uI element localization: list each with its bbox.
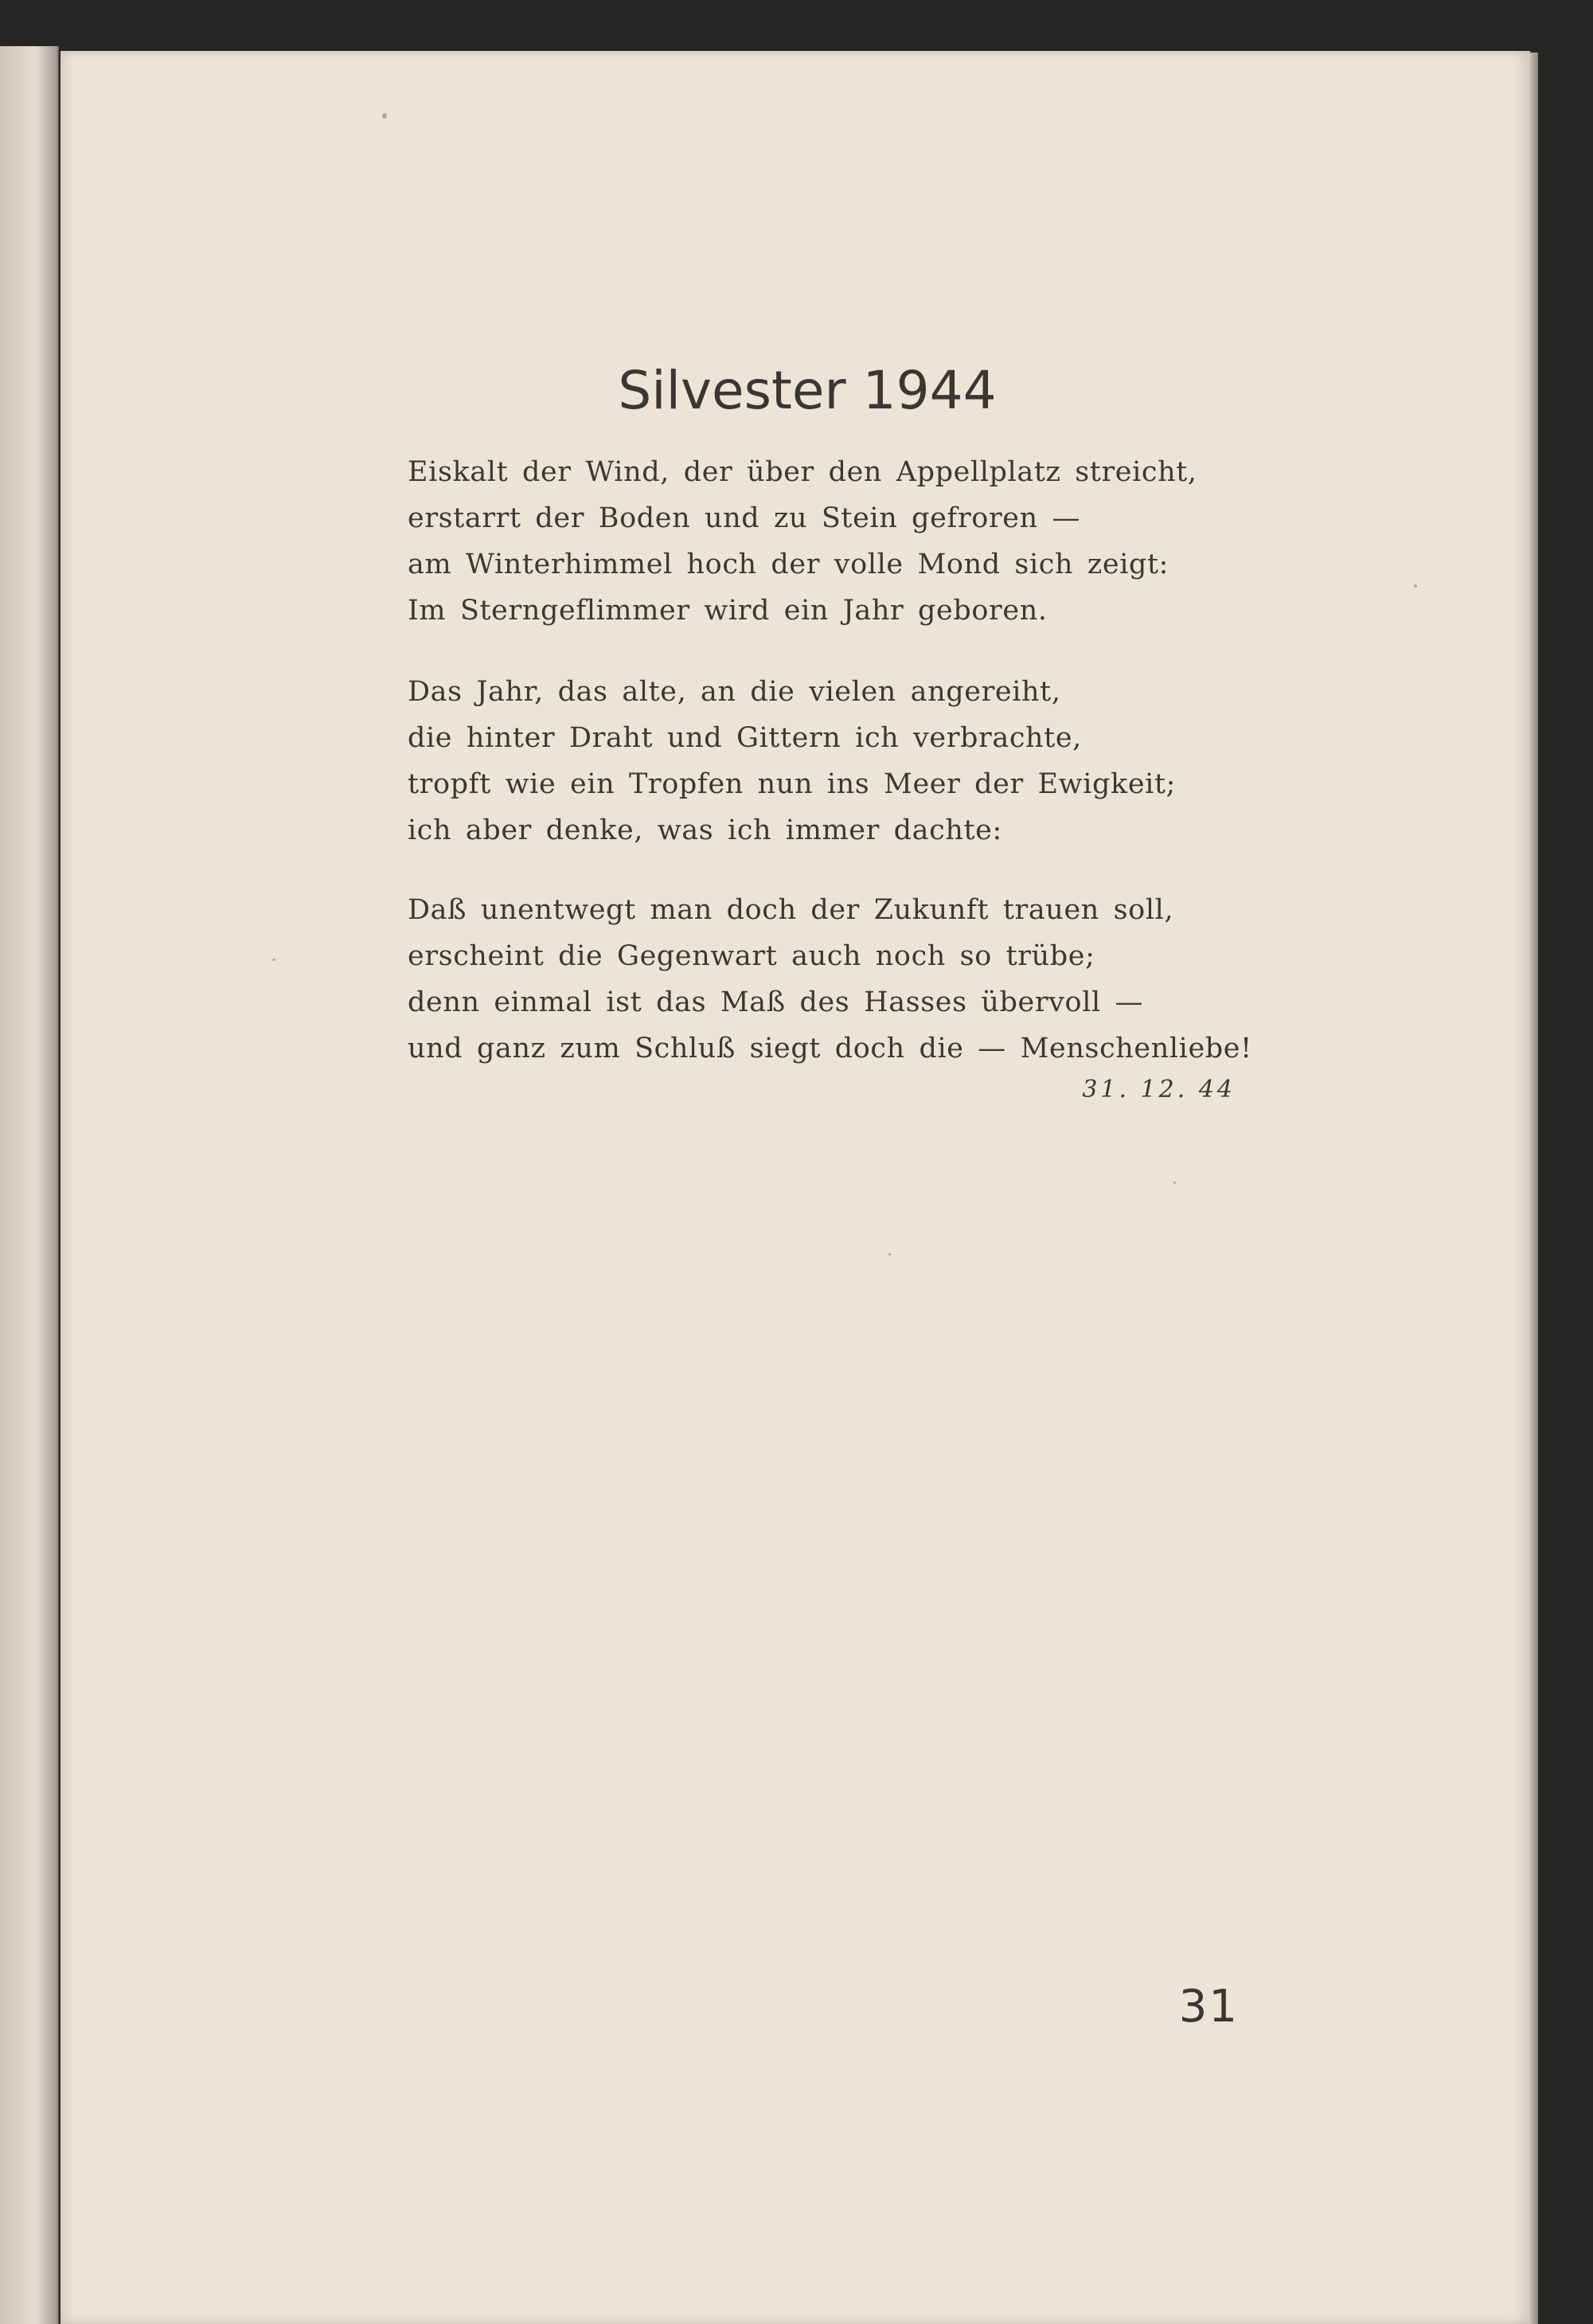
poem-stanza-2 — [408, 669, 1176, 853]
verse-line: erstarrt der Boden und zu Stein gefroren — — [408, 502, 1081, 534]
poem-date: 31. 12. 44 — [1082, 1076, 1236, 1103]
page-number: 31 — [1178, 1981, 1239, 2033]
verse-line: Im Sterngeflimmer wird ein Jahr geboren. — [408, 595, 1048, 627]
paper-speck — [272, 959, 275, 961]
left-page-edge — [0, 46, 59, 2324]
verse-line: Eiskalt der Wind, der über den Appellplatz streicht, — [408, 456, 1197, 488]
verse-line: Das Jahr, das alte, an die vielen angereiht, — [408, 676, 1061, 708]
verse-line: Daß unentwegt man doch der Zukunft trauen soll, — [408, 894, 1174, 926]
paper-speck — [888, 1253, 891, 1256]
verse-line: tropft wie ein Tropfen nun ins Meer der Ewigkeit; — [408, 768, 1177, 800]
verse-line: ich aber denke, was ich immer dachte: — [408, 814, 1002, 846]
verse-line: am Winterhimmel hoch der volle Mond sich zeigt: — [408, 549, 1169, 580]
verse-line: und ganz zum Schluß siegt doch die — Menschenliebe! — [408, 1033, 1252, 1064]
verse-line: die hinter Draht und Gittern ich verbrachte, — [408, 722, 1082, 754]
verse-line: denn einmal ist das Maß des Hasses übervoll — — [408, 986, 1144, 1018]
poem-stanza-1 — [408, 449, 1197, 634]
poem-stanza-3 — [408, 887, 1252, 1072]
poem-title: Silvester 1944 — [618, 360, 997, 421]
paper-speck — [1173, 1182, 1176, 1184]
verse-line: erscheint die Gegenwart auch noch so trübe; — [408, 940, 1095, 972]
paper-speck — [1414, 584, 1417, 588]
paper-speck — [382, 113, 387, 119]
book-page — [61, 51, 1530, 2324]
